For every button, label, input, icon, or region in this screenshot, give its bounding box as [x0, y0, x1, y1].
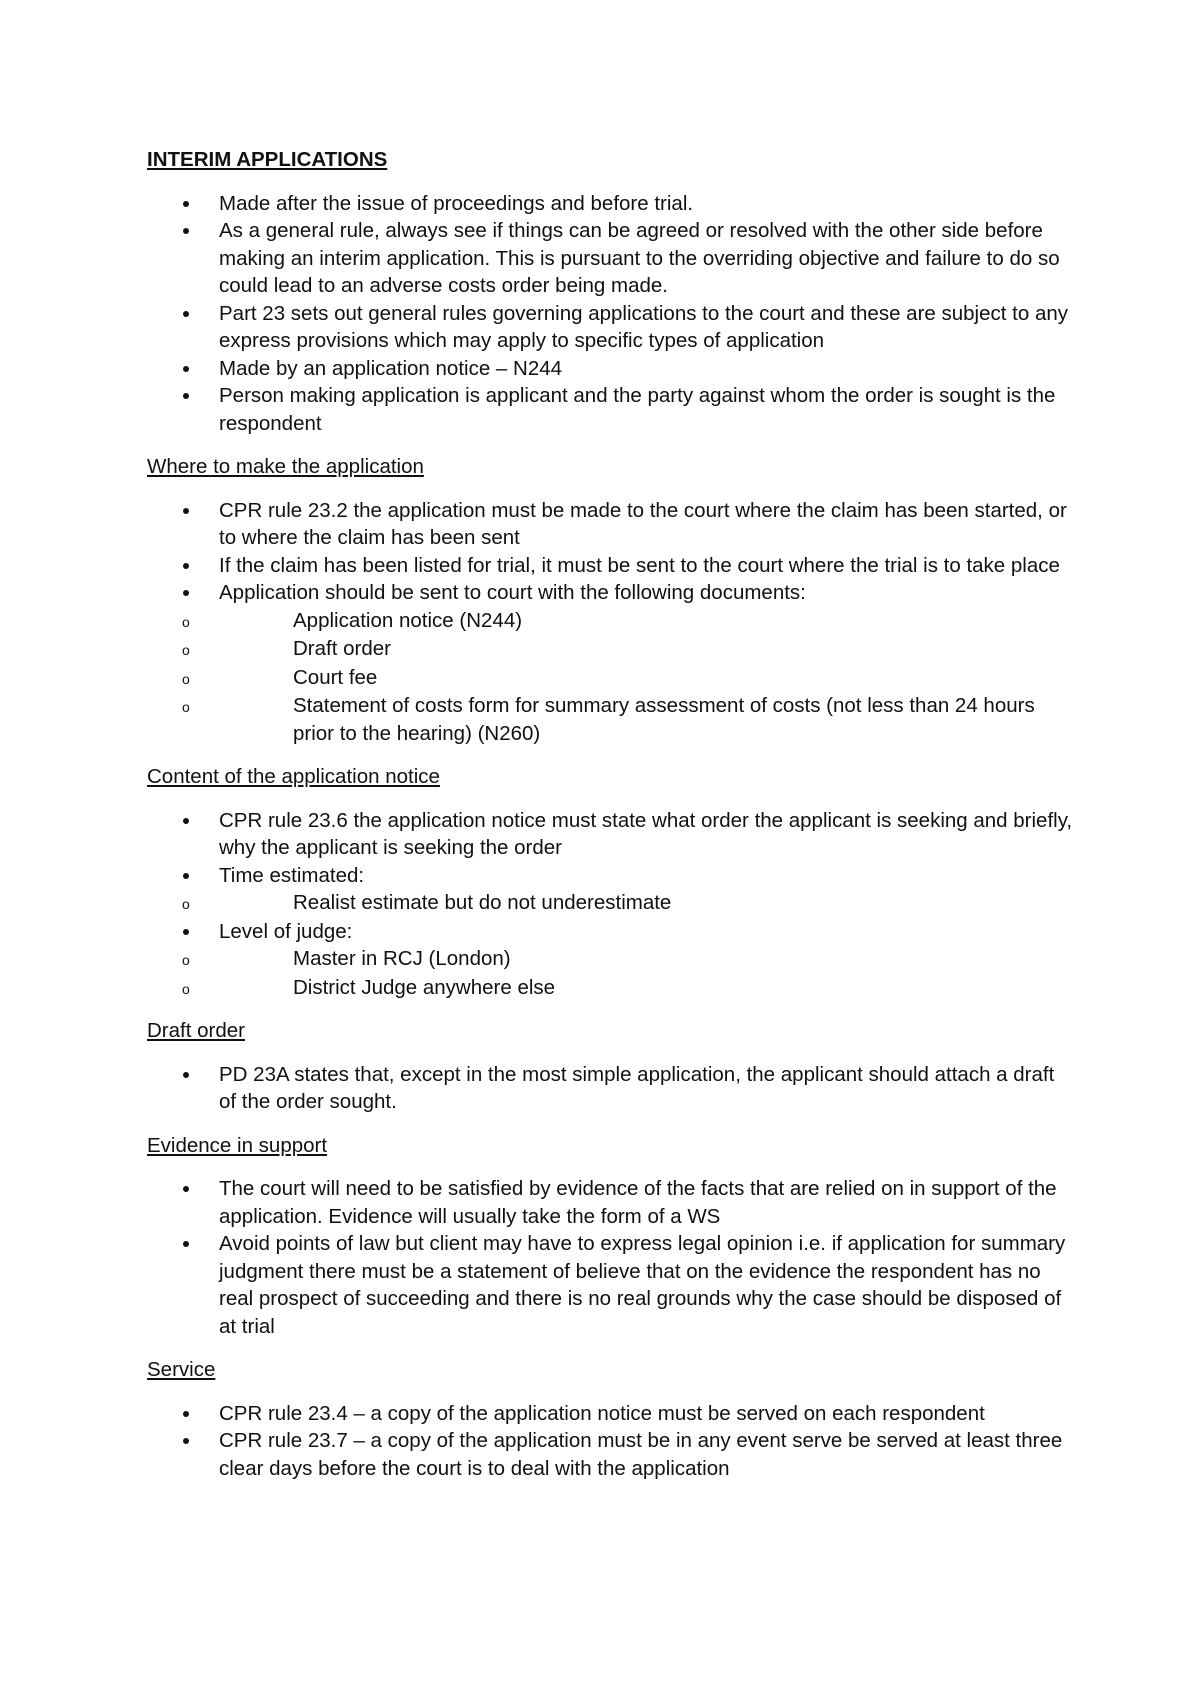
- list-item: [147, 497, 1077, 552]
- sub-bullet-list: [182, 889, 1077, 917]
- section-heading-draft-order: Draft order: [147, 1019, 245, 1042]
- section-bullet-list: [147, 1400, 1077, 1483]
- bullet-icon: [183, 1241, 189, 1247]
- list-item: [147, 1061, 1077, 1116]
- list-item-text: CPR rule 23.2 the application must be made to the court where the claim has been started, or to where the claim has been sent: [219, 498, 1067, 549]
- list-item-text: CPR rule 23.4 – a copy of the application notice must be served on each respondent: [219, 1401, 985, 1425]
- sub-list-item: [182, 635, 1077, 663]
- list-item-text: Level of judge:: [219, 919, 353, 943]
- list-item-text: Application should be sent to court with the following documents:: [219, 581, 806, 604]
- list-item: [147, 217, 1077, 300]
- list-item-text: The court will need to be satisfied by evidence of the facts that are relied on in support of the application. Evidence will usually take the form of a WS: [219, 1177, 1057, 1228]
- bullet-icon: [183, 1186, 189, 1192]
- sub-list-item: [182, 945, 1077, 973]
- sub-bullet-list: [182, 607, 1077, 748]
- sub-list-item-text: Court fee: [293, 665, 378, 689]
- sub-list-item: [182, 664, 1077, 692]
- bullet-icon: [183, 929, 189, 935]
- list-item-text: Part 23 sets out general rules governing applications to the court and these are subject to any express provisions which may apply to specific types of application: [219, 301, 1068, 352]
- list-item: [147, 862, 1077, 917]
- bullet-icon: [183, 201, 189, 207]
- bullet-icon: [183, 1411, 189, 1417]
- circle-bullet-icon: o: [182, 642, 190, 658]
- bullet-icon: [183, 393, 189, 399]
- list-item: [147, 1400, 1077, 1428]
- list-item-text: Time estimated:: [219, 863, 365, 887]
- list-item-text: Made by an application notice – N244: [219, 356, 563, 380]
- bullet-icon: [183, 590, 189, 596]
- sub-list-item-text: District Judge anywhere else: [293, 975, 556, 999]
- bullet-icon: [183, 228, 189, 234]
- circle-bullet-icon: o: [182, 613, 190, 630]
- sub-bullet-list: [182, 945, 1077, 1001]
- circle-bullet-icon: o: [182, 980, 190, 997]
- circle-bullet-icon: o: [182, 952, 190, 968]
- list-item-text: Made after the issue of proceedings and before trial.: [219, 191, 694, 215]
- sub-list-item: [182, 607, 1077, 635]
- document-title: INTERIM APPLICATIONS: [147, 148, 388, 171]
- list-item-text: Person making application is applicant and the party against whom the order is sought is the respondent: [219, 384, 1056, 435]
- section-bullet-list: [147, 497, 1077, 748]
- bullet-icon: [183, 873, 189, 879]
- list-item: [147, 190, 1077, 218]
- sub-list-item-text: Application notice (N244): [293, 608, 523, 632]
- sub-list-item-text: Master in RCJ (London): [293, 947, 511, 970]
- sub-list-item-text: Statement of costs form for summary assessment of costs (not less than 24 hours prior to the hearing) (N260): [293, 694, 1035, 745]
- list-item: [147, 552, 1077, 580]
- document-body: [147, 146, 1077, 1498]
- list-item-text: CPR rule 23.6 the application notice must state what order the applicant is seeking and briefly, why the applicant is seeking the order: [219, 808, 1073, 859]
- list-item: [147, 300, 1077, 355]
- section-bullet-list: [147, 1175, 1077, 1340]
- list-item: [147, 918, 1077, 1002]
- section-bullet-list: [147, 807, 1077, 1002]
- section-heading-evidence: Evidence in support: [147, 1133, 328, 1157]
- circle-bullet-icon: o: [182, 699, 190, 715]
- sub-list-item: [182, 889, 1077, 917]
- sub-list-item-text: Draft order: [293, 637, 391, 660]
- bullet-icon: [183, 1072, 189, 1078]
- list-item: [147, 355, 1077, 383]
- list-item-text: If the claim has been listed for trial, it must be sent to the court where the trial is to take place: [219, 553, 1060, 577]
- list-item-text: Avoid points of law but client may have to express legal opinion i.e. if application for summary judgment there must be a statement of believe that on the evidence the respondent has no real prospect of succeeding and there is no real grounds why the case should be disposed of at trial: [219, 1232, 1066, 1338]
- bullet-icon: [183, 508, 189, 514]
- list-item-text: As a general rule, always see if things can be agreed or resolved with the other side before making an interim application. This is pursuant to the overriding objective and failure to do so could lead to an adverse costs order being made.: [219, 219, 1060, 297]
- list-item: [147, 1230, 1077, 1340]
- bullet-icon: [183, 563, 189, 569]
- section-heading-where: Where to make the application: [147, 455, 424, 478]
- section-heading-service: Service: [147, 1358, 216, 1381]
- bullet-icon: [183, 1438, 189, 1444]
- bullet-icon: [183, 818, 189, 824]
- list-item: [147, 382, 1077, 437]
- circle-bullet-icon: o: [182, 896, 190, 912]
- sub-list-item-text: Realist estimate but do not underestimate: [293, 891, 672, 914]
- list-item: [147, 1427, 1077, 1482]
- sub-list-item: [182, 974, 1077, 1002]
- list-item: [147, 807, 1077, 862]
- bullet-icon: [183, 311, 189, 317]
- list-item-text: PD 23A states that, except in the most simple application, the applicant should attach a draft of the order sought.: [219, 1062, 1055, 1113]
- list-item-text: CPR rule 23.7 – a copy of the application must be in any event serve be served at least three clear days before the court is to deal with the application: [219, 1429, 1063, 1480]
- sub-list-item: [182, 692, 1077, 747]
- list-item: [147, 579, 1077, 747]
- bullet-icon: [183, 366, 189, 372]
- list-item: [147, 1175, 1077, 1230]
- circle-bullet-icon: o: [182, 670, 190, 687]
- intro-bullet-list: [147, 190, 1077, 438]
- section-bullet-list: [147, 1061, 1077, 1116]
- section-heading-content: Content of the application notice: [147, 765, 440, 788]
